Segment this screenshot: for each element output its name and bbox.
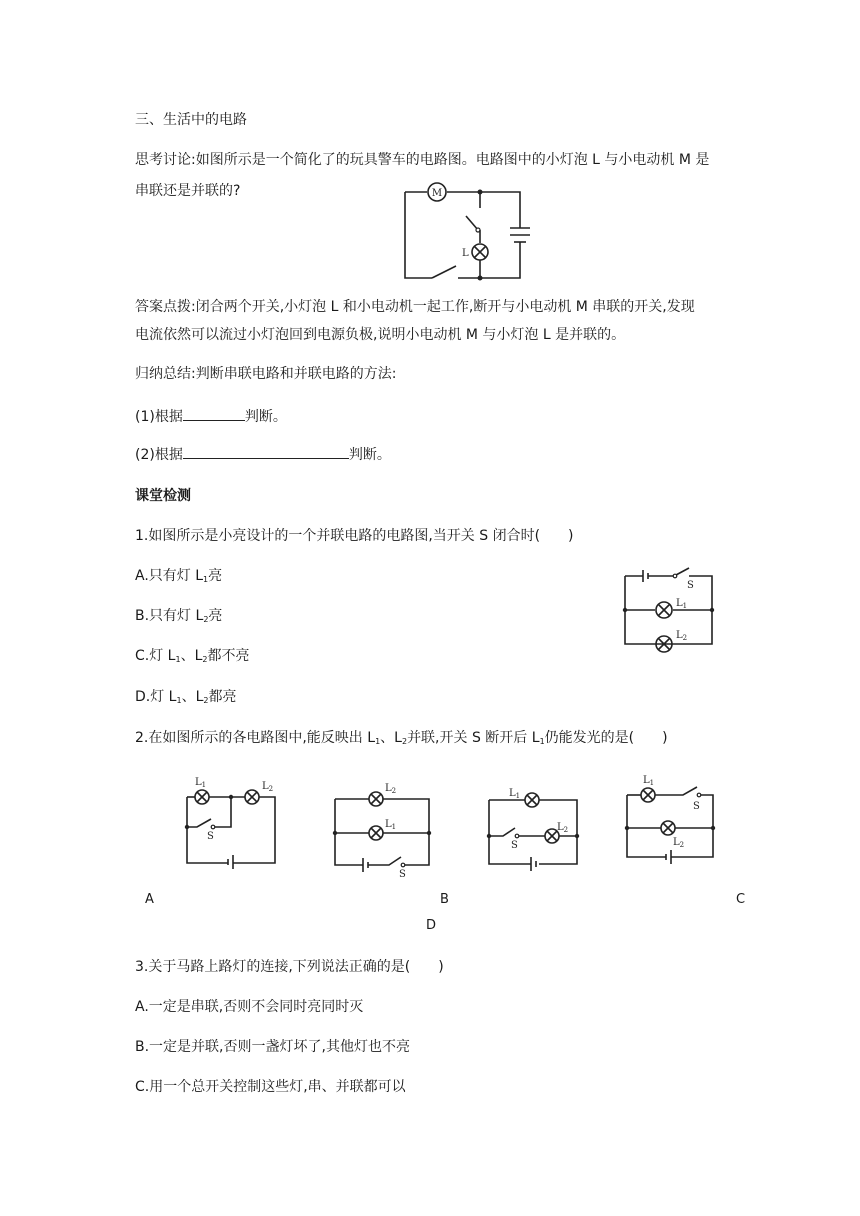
svg-text:L2 bbox=[262, 781, 273, 793]
method-2-prefix: (2)根据 bbox=[135, 447, 183, 463]
q1-fig-l2-sub: 2 bbox=[682, 634, 688, 642]
lamp-label: L bbox=[462, 248, 469, 259]
answer-line-1: 答案点拨:闭合两个开关,小灯泡 L 和小电动机一起工作,断开与小电动机 M 串联的开关,发现 bbox=[135, 299, 695, 315]
q3-option-c[interactable]: C.用一个总开关控制这些灯,串、并联都可以 bbox=[135, 1079, 406, 1095]
q3-option-a[interactable]: A.一定是串联,否则不会同时亮同时灭 bbox=[135, 999, 364, 1015]
police-car-circuit-diagram bbox=[400, 180, 530, 280]
method-1-blank[interactable] bbox=[183, 406, 245, 421]
q2a-l2: L bbox=[262, 781, 269, 792]
q1-option-a[interactable] bbox=[135, 566, 222, 590]
q1-d-text: D.灯 L bbox=[135, 689, 177, 705]
svg-text:L1 bbox=[509, 788, 520, 800]
q2a-l1-sub: 1 bbox=[201, 781, 207, 789]
q1-c-text: C.灯 L bbox=[135, 648, 176, 664]
q1-option-b[interactable] bbox=[135, 606, 222, 630]
q1-c-sub1: 1 bbox=[175, 655, 181, 664]
q2-stem-p4: 仍能发光的是( ) bbox=[544, 730, 668, 746]
q1-d-sub1: 1 bbox=[176, 696, 182, 705]
q2-stem-sub1: 1 bbox=[375, 737, 381, 746]
q2-circuit-b bbox=[333, 783, 433, 880]
q1-a-text: A.只有灯 L bbox=[135, 568, 204, 584]
q1-d-suffix: 都亮 bbox=[208, 689, 237, 705]
q1-b-suffix: 亮 bbox=[208, 608, 223, 624]
q1-c-mid: 、L bbox=[180, 648, 203, 664]
q2-option-a[interactable]: A bbox=[145, 892, 154, 907]
q1-fig-l2: L bbox=[676, 630, 683, 641]
q1-c-suffix: 都不亮 bbox=[207, 648, 250, 664]
q2-stem-p2: 、L bbox=[380, 730, 402, 746]
q1-fig-l1-sub: 1 bbox=[682, 602, 688, 610]
q2a-s: S bbox=[207, 831, 214, 842]
q2d-l2-sub: 2 bbox=[679, 841, 685, 849]
q1-fig-s: S bbox=[687, 580, 694, 591]
q1-a-sub: 1 bbox=[203, 575, 209, 584]
q2d-s: S bbox=[693, 801, 700, 812]
q2c-l1-sub: 1 bbox=[515, 792, 521, 800]
q2-stem-p3: 并联,开关 S 断开后 L bbox=[407, 730, 540, 746]
q2-circuit-a bbox=[185, 775, 277, 865]
q2a-l2-sub: 2 bbox=[268, 785, 274, 793]
q2c-l2-sub: 2 bbox=[563, 826, 569, 834]
q2b-s: S bbox=[399, 869, 406, 880]
q2-stem-sub2: 2 bbox=[401, 737, 408, 746]
q2a-l1: L bbox=[195, 777, 202, 788]
answer-line-2: 电流依然可以流过小灯泡回到电源负极,说明小电动机 M 与小灯泡 L 是并联的。 bbox=[135, 327, 626, 343]
q2c-l2: L bbox=[557, 822, 564, 833]
q3-stem: 3.关于马路上路灯的连接,下列说法正确的是( ) bbox=[135, 959, 444, 975]
q2-stem-p1: 2.在如图所示的各电路图中,能反映出 L bbox=[135, 730, 376, 746]
motor-label: M bbox=[431, 188, 443, 199]
q2d-l2: L bbox=[673, 837, 680, 848]
q2c-l1: L bbox=[509, 788, 516, 799]
q2c-s: S bbox=[511, 840, 518, 851]
method-2-suffix: 判断。 bbox=[348, 447, 391, 463]
q1-circuit-diagram bbox=[623, 570, 715, 660]
method-2 bbox=[135, 444, 391, 465]
svg-text:L1 bbox=[385, 819, 396, 831]
svg-text:L2 bbox=[385, 783, 396, 795]
method-2-blank[interactable] bbox=[183, 444, 349, 459]
q2-circuit-d bbox=[625, 773, 717, 865]
svg-text:L1 bbox=[676, 598, 687, 610]
q2d-l1-sub: 1 bbox=[649, 779, 655, 787]
q1-fig-l1: L bbox=[676, 598, 683, 609]
q2b-l2: L bbox=[385, 783, 392, 794]
q3-option-b[interactable]: B.一定是并联,否则一盏灯坏了,其他灯也不亮 bbox=[135, 1039, 410, 1055]
q2-option-c[interactable]: C bbox=[736, 892, 746, 907]
q1-b-text: B.只有灯 L bbox=[135, 608, 204, 624]
section-heading: 三、生活中的电路 bbox=[135, 112, 247, 128]
method-1-prefix: (1)根据 bbox=[135, 409, 183, 425]
discussion-line-2: 串联还是并联的? bbox=[135, 183, 241, 199]
q1-c-sub2: 2 bbox=[202, 655, 208, 664]
method-1 bbox=[135, 406, 287, 427]
q1-stem: 1.如图所示是小亮设计的一个并联电路的电路图,当开关 S 闭合时( ) bbox=[135, 528, 574, 544]
svg-text:L2 bbox=[673, 837, 684, 849]
q2b-l1: L bbox=[385, 819, 392, 830]
svg-text:L1 bbox=[643, 775, 654, 787]
q2-stem bbox=[135, 728, 668, 752]
q2b-l2-sub: 2 bbox=[391, 787, 397, 795]
q2b-l1-sub: 1 bbox=[391, 823, 397, 831]
q2-option-b[interactable]: B bbox=[440, 892, 449, 907]
q1-option-c[interactable] bbox=[135, 646, 249, 670]
q1-d-sub2: 2 bbox=[203, 696, 209, 705]
q1-b-sub: 2 bbox=[203, 615, 209, 624]
q2-stem-sub3: 1 bbox=[539, 737, 545, 746]
q1-option-d[interactable] bbox=[135, 687, 236, 711]
check-heading: 课堂检测 bbox=[135, 488, 191, 504]
q1-a-suffix: 亮 bbox=[208, 568, 223, 584]
method-1-suffix: 判断。 bbox=[244, 409, 287, 425]
q2-circuit-c bbox=[487, 790, 579, 870]
svg-text:L1 bbox=[195, 777, 206, 789]
q1-d-mid: 、L bbox=[181, 689, 204, 705]
q2d-l1: L bbox=[643, 775, 650, 786]
svg-text:L2 bbox=[557, 822, 568, 834]
svg-text:L2 bbox=[676, 630, 687, 642]
summary-line: 归纳总结:判断串联电路和并联电路的方法: bbox=[135, 366, 397, 382]
discussion-line-1: 思考讨论:如图所示是一个简化了的玩具警车的电路图。电路图中的小灯泡 L 与小电动机 M 是 bbox=[135, 152, 710, 168]
q2-option-d[interactable]: D bbox=[426, 918, 437, 933]
